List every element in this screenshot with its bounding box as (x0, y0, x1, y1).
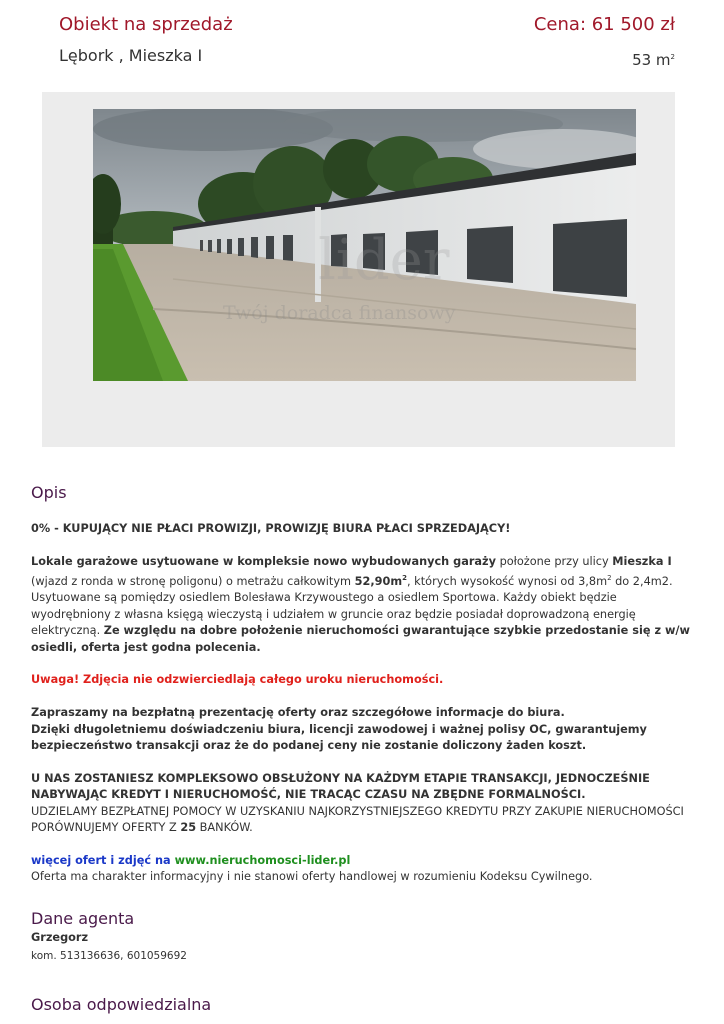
invite-text: Zapraszamy na bezpłatną prezentację oferty oraz szczegółowe informacje do biura. (31, 706, 565, 720)
warning-note: Uwaga! Zdjęcia nie odzwierciedlają całego uroku nieruchomości. (31, 673, 444, 687)
offer-area (632, 51, 675, 69)
offer-title: Obiekt na sprzedaż (59, 14, 233, 35)
agent-name: Grzegorz (31, 931, 89, 944)
description-body: 0% - KUPUJĄCY NIE PŁACI PROWIZJI, PROWIZJĘ BIURA PŁACI SPRZEDAJĄCY! Lokale garażowe usytuowane w kompleksie nowo wybudowanych garaży położone przy ulicy Mieszka I (wjazd z ronda w stronę poligonu) o metrażu całkowitym $52,90m^2$, których wysokość wynosi od $3,8m^2$ do 2,4m2. Usytuowane są pomiędzy osiedlem Bolesława Krzywoustego a osiedlem Sportowa. Każdy obiekt będzie wyodrębniony z własna księgą wieczystą i udziałem w gruncie oraz będzie posiadał doprowadzoną energię elektryczną. Ze względu na dobre położenie nieruchomości gwarantujące szybkie przedostanie się z w/w osiedli, oferta jest godna polecenia. Uwaga! Zdjęcia nie odzwierciedlają całego uroku nieruchomości. Zapraszamy na bezpłatną prezentację oferty oraz szczegółowe informacje do biura. Dzięki długoletniemu doświadczeniu biura, licencji zawodowej i ważnej polisy OC, gwarantujemy bezpieczeństwo transakcji oraz że do podanej ceny nie zostanie doliczony żaden koszt. U NAS ZOSTANIESZ KOMPLEKSOWO OBSŁUŻONY NA KAŻDYM ETAPIE TRANSAKCJI, JEDNOCZEŚNIE NABYWAJĄC KREDYT I NIERUCHOMOŚĆ, NIE TRACĄC CZASU NA ZBĘDNE FORMALNOŚCI. UDZIELAMY BEZPŁATNEJ POMOCY W UZYSKANIU NAJKORZYSTNIEJSZEGO KREDYTU PRZY ZAKUPIE NIERUCHOMOŚCI PORÓWNUJEMY OFERTY Z 25 BANKÓW. więcej ofert i zdjęć na www.nieruchomosci-lider.pl Oferta ma charakter informacyjny i nie stanowi oferty handlowej w rozumieniu Kodeksu Cywilnego. (31, 522, 690, 884)
garage-photo[interactable] (93, 109, 636, 381)
area-value: 53 m (632, 51, 671, 69)
offer-price: Cena: 61 500 zł (533, 14, 675, 35)
watermark-tagline: Twój doradca finansowy (223, 302, 456, 324)
commission-note: 0% - KUPUJĄCY NIE PŁACI PROWIZJI, PROWIZJĘ BIURA PŁACI SPRZEDAJĄCY! (31, 522, 511, 535)
service-text: U NAS ZOSTANIESZ KOMPLEKSOWO OBSŁUŻONY NA KAŻDYM ETAPIE TRANSAKCJI, JEDNOCZEŚNIE NABYWAJĄC KREDYT I NIERUCHOMOŚĆ, NIE TRACĄC CZASU NA ZBĘDNE FORMALNOŚCI. (31, 771, 650, 802)
area-unit-sup: 2 (670, 53, 675, 61)
responsible-heading: Osoba odpowiedzialna (31, 995, 212, 1014)
more-offers-label: więcej ofert i zdjęć na (31, 853, 175, 867)
photo-gallery (42, 92, 675, 447)
website-link[interactable]: www.nieruchomosci-lider.pl (174, 853, 351, 867)
offer-location: Lębork , Mieszka I (59, 46, 203, 65)
agent-heading: Dane agenta (31, 909, 135, 928)
description-paragraph: Lokale garażowe usytuowane w kompleksie nowo wybudowanych garaży położone przy ulicy Mieszka I (wjazd z ronda w stronę poligonu) o metrażu całkowitym $52,90m^2$, których wysokość wynosi od $3,8m^2$ do 2,4m2. Usytuowane są pomiędzy osiedlem Bolesława Krzywoustego a osiedlem Sportowa. Każdy obiekt będzie wyodrębniony z własna księgą wieczystą i udziałem w gruncie oraz będzie posiadał doprowadzoną energię elektryczną. Ze względu na dobre położenie nieruchomości gwarantujące szybkie przedostanie się z w/w osiedli, oferta jest godna polecenia. (31, 554, 690, 654)
disclaimer-text: Oferta ma charakter informacyjny i nie stanowi oferty handlowej w rozumieniu Kodeksu Cywilnego. (31, 870, 593, 884)
watermark-logo: lider (318, 228, 450, 293)
credit-text: UDZIELAMY BEZPŁATNEJ POMOCY W UZYSKANIU NAJKORZYSTNIEJSZEGO KREDYTU PRZY ZAKUPIE NIERUCHOMOŚCI PORÓWNUJEMY OFERTY Z (31, 804, 684, 835)
agent-phone: kom. 513136636, 601059692 (31, 950, 187, 962)
description-heading: Opis (31, 483, 67, 502)
experience-text: Dzięki długoletniemu doświadczeniu biura, licencji zawodowej i ważnej polisy OC, gwarantujemy bezpieczeństwo transakcji oraz że do podanej ceny nie zostanie doliczony żaden koszt. (31, 722, 647, 752)
